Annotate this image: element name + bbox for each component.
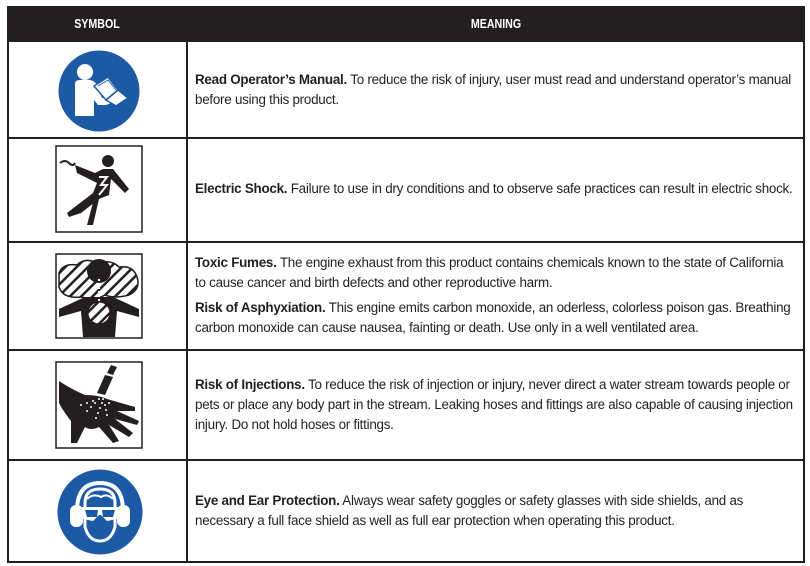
meaning-cell bbox=[188, 137, 803, 241]
electric-shock-icon bbox=[55, 145, 143, 233]
meaning-body: Failure to use in dry conditions and to observe safe practices can result in electric shock. bbox=[287, 181, 793, 196]
meaning-title: Eye and Ear Protection. bbox=[195, 493, 340, 508]
symbol-cell bbox=[9, 461, 188, 561]
read-manual-icon bbox=[58, 50, 140, 132]
meaning-title: Toxic Fumes. bbox=[195, 254, 277, 270]
meaning-paragraph bbox=[195, 491, 797, 531]
symbol-cell bbox=[9, 42, 188, 137]
symbol-cell bbox=[9, 351, 188, 459]
table-row bbox=[7, 42, 805, 139]
symbol-column-header: SYMBOL bbox=[74, 16, 120, 31]
table-row bbox=[7, 137, 805, 243]
meaning-body: To reduce the risk of injection or injury, never direct a water stream towards people or pets or place any body part in the stream. Leaking hoses and fittings are also capable of causing injection injury. Do not hold hoses or fittings. bbox=[195, 377, 793, 432]
toxic-fumes-icon bbox=[55, 253, 143, 339]
meaning-paragraph bbox=[195, 253, 797, 293]
meaning-title: Read Operator’s Manual. bbox=[195, 71, 348, 87]
table-row bbox=[7, 461, 805, 563]
meaning-cell bbox=[188, 42, 803, 137]
table-header bbox=[7, 6, 805, 42]
meaning-column-header: MEANING bbox=[470, 16, 522, 31]
meaning-cell bbox=[188, 461, 803, 561]
meaning-cell bbox=[188, 241, 803, 349]
eye-ear-protection-icon bbox=[57, 469, 143, 555]
meaning-body: This engine emits carbon monoxide, an oderless, colorless poison gas. Breathing carbon monoxide can cause nausea, fainting or death. Use only in a well ventilated area. bbox=[195, 299, 791, 335]
meaning-cell bbox=[188, 351, 803, 459]
meaning-title: Risk of Injections. bbox=[195, 377, 305, 392]
meaning-paragraph bbox=[195, 70, 797, 110]
meaning-body: Always wear safety goggles or safety glasses with side shields, and as necessary a full face shield as well as full ear protection when operating this product. bbox=[195, 493, 744, 528]
table-row bbox=[7, 351, 805, 461]
meaning-title: Electric Shock. bbox=[195, 181, 288, 196]
meaning-paragraph bbox=[195, 375, 797, 435]
table-row bbox=[7, 241, 805, 351]
symbol-cell bbox=[9, 137, 188, 241]
meaning-title: Risk of Asphyxiation. bbox=[195, 299, 326, 315]
meaning-paragraph bbox=[195, 179, 797, 199]
meaning-body: The engine exhaust from this product contains chemicals known to the state of California to cause cancer and birth defects and other reproductive harm. bbox=[195, 254, 784, 290]
injection-hazard-icon bbox=[55, 361, 143, 449]
symbol-cell bbox=[9, 241, 188, 349]
meaning-paragraph bbox=[195, 298, 797, 338]
meaning-body: To reduce the risk of injury, user must read and understand operator’s manual before using this product. bbox=[195, 71, 791, 107]
